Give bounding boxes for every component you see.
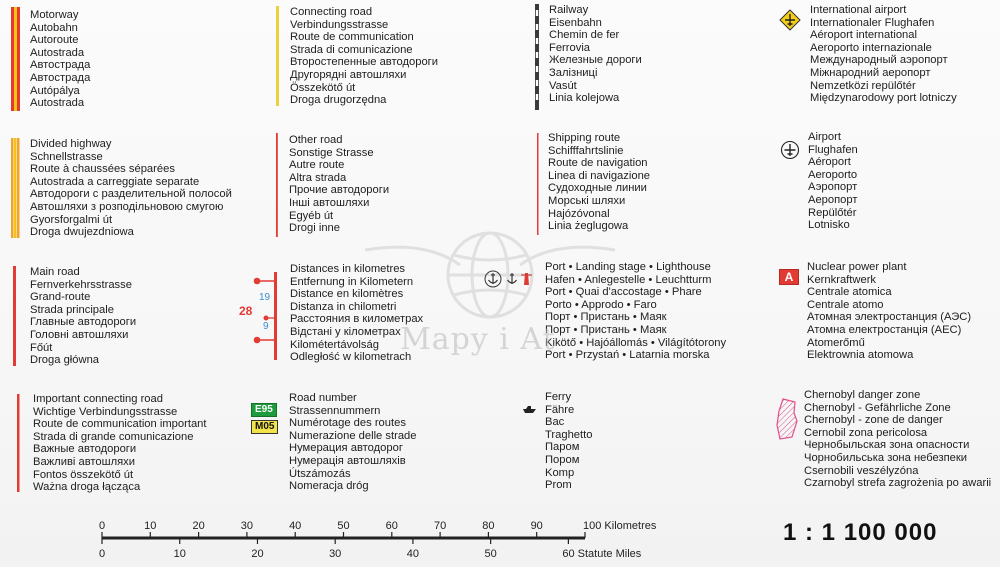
road-number-badge-e: E95 (251, 403, 277, 417)
legend-line: Порт • Пристань • Маяк (545, 311, 667, 324)
legend-line: Linia kolejowa (549, 92, 620, 105)
legend-line: Fähre (545, 403, 575, 416)
divided-highway-symbol (10, 138, 22, 238)
legend-line: Egyéb út (289, 209, 334, 222)
legend-line: Airport (808, 131, 841, 143)
mile-tick-label: 30 (329, 548, 342, 560)
legend-line: Centrale atomo (807, 298, 884, 311)
legend-line: Wichtige Verbindungsstrasse (33, 405, 178, 418)
legend-line: Elektrownia atomowa (807, 349, 914, 362)
legend-line: Автострада (30, 59, 91, 72)
airport-icon (780, 140, 800, 160)
legend-line: Паром (545, 441, 580, 454)
legend-line: Csernobili veszélyzóna (804, 464, 919, 477)
watermark-text: Mapy i At (400, 322, 556, 357)
km-unit-label: 100 Kilometres (583, 520, 657, 532)
legend-line: Sonstige Strasse (289, 146, 374, 159)
mile-tick-label: 50 (484, 548, 497, 560)
legend-line: Main road (30, 266, 80, 278)
legend-line: Bac (545, 416, 565, 429)
km-tick-label: 70 (433, 520, 447, 532)
legend-international-airport (810, 4, 957, 105)
legend-line: Linea di navigazione (548, 169, 651, 182)
legend-line: Droga dwujezdniowa (30, 226, 134, 239)
legend-line: Porto • Approdo • Faro (545, 298, 657, 311)
scale-ratio: 1 : 1 100 000 (783, 519, 938, 546)
distance-b-label: 9 (263, 321, 269, 332)
legend-line: Útszámozás (289, 467, 351, 480)
legend-line: Інші автошляхи (289, 196, 370, 209)
legend-line: Chemin de fer (549, 29, 620, 42)
legend-ferry (545, 391, 592, 492)
legend-line: Odległość w kilometrach (290, 351, 412, 364)
legend-line: Морські шляхи (548, 194, 626, 207)
legend-line: Főút (30, 341, 53, 354)
legend-line: Port • Przystań • Latarnia morska (545, 349, 710, 362)
legend-line: Kernkraftwerk (807, 273, 877, 286)
km-tick-label: 10 (144, 520, 157, 532)
legend-line: Lotnisko (808, 219, 850, 232)
scale-bar (90, 515, 670, 560)
legend-line: Нумерация автодорог (289, 442, 403, 455)
legend-line: Автострада (30, 71, 91, 84)
legend-line: Distanza in chilometri (290, 300, 397, 313)
legend-line: Другорядні автошляхи (290, 68, 407, 81)
legend-line: Droga drugorzędna (290, 94, 387, 107)
km-tick-label: 90 (530, 520, 543, 532)
legend-line: Important connecting road (33, 393, 163, 405)
legend-line: International airport (810, 4, 907, 16)
legend-line: Linia żeglugowa (548, 220, 629, 233)
legend-line: Атомна електростанція (АЕС) (807, 323, 962, 336)
main-road-symbol (12, 266, 18, 366)
legend-line: Chernobyl - Gefährliche Zone (804, 401, 951, 414)
legend-road-number (289, 392, 416, 493)
mile-unit-label: 60 Statute Miles (562, 548, 642, 560)
globe-watermark (365, 210, 615, 390)
legend-important-connecting-road (33, 393, 207, 494)
legend-line: Главные автодороги (30, 316, 137, 329)
legend-line: Nemzetközi repülőtér (810, 79, 916, 92)
legend-line: Судоходные линии (548, 182, 647, 195)
legend-line: Altra strada (289, 171, 347, 184)
ferry-icon (522, 405, 538, 415)
legend-line: Нумерація автошляхів (289, 454, 406, 467)
railway-symbol (534, 4, 542, 110)
legend-line: Route à chaussées séparées (30, 163, 175, 176)
legend-line: Autostrada (30, 46, 85, 59)
legend-line: Autobahn (30, 21, 78, 34)
legend-line: Автошляхи з розподільновою смугою (30, 200, 224, 213)
legend-line: Divided highway (30, 138, 112, 150)
legend-line: Chernobyl - zone de danger (804, 414, 943, 427)
legend-line: Road number (289, 392, 357, 404)
legend-line: Chernobyl danger zone (804, 389, 921, 401)
legend-line: Kikötő • Hajóállomás • Világítótorony (545, 336, 727, 349)
km-tick-label: 50 (337, 520, 350, 532)
motorway-symbol (10, 7, 22, 111)
chernobyl-zone-icon (775, 397, 799, 441)
legend-line: Összekötő út (290, 81, 356, 94)
distance-total-label: 28 (239, 304, 253, 318)
legend-line: Distances in kilometres (290, 263, 406, 275)
km-tick-label: 0 (98, 520, 106, 532)
legend-line: Strassennummern (289, 404, 381, 417)
legend-nuclear (807, 261, 971, 362)
legend-line: Connecting road (290, 6, 373, 18)
legend-line: Важливі автошляхи (33, 455, 136, 468)
legend-line: Hafen • Anlegestelle • Leuchtturm (545, 273, 712, 286)
legend-line: Autostrada (30, 97, 85, 110)
legend-line: Strada di grande comunicazione (33, 430, 194, 443)
legend-line: Flughafen (808, 143, 858, 156)
legend-line: Route de navigation (548, 157, 648, 170)
km-tick-label: 40 (289, 520, 302, 532)
legend-line: Verbindungsstrasse (290, 18, 389, 31)
legend-line: Komp (545, 466, 575, 479)
legend-line: Aéroport (808, 156, 851, 169)
nuclear-plant-icon: A (779, 269, 799, 285)
legend-line: Cernobil zona pericolosa (804, 426, 928, 439)
legend-line: Traghetto (545, 428, 593, 441)
legend-line: Головні автошляхи (30, 328, 129, 341)
legend-line: Aeroporto internazionale (810, 41, 932, 54)
legend-line: Важные автодороги (33, 443, 137, 456)
legend-line: Vasút (549, 79, 577, 92)
other-road-symbol (275, 133, 281, 237)
legend-line: Чорнобильська зона небезпеки (804, 451, 968, 464)
legend-line: Ważna droga łącząca (33, 481, 141, 494)
legend-line: Schnellstrasse (30, 150, 103, 163)
legend-line: Railway (549, 4, 589, 16)
distance-symbol (236, 272, 286, 362)
legend-line: Атомная электростанция (АЭС) (807, 311, 972, 324)
mile-tick-label: 10 (173, 548, 186, 560)
legend-line: Strada di comunicazione (290, 43, 413, 56)
distance-a-label: 19 (259, 292, 271, 303)
legend-chernobyl (804, 389, 991, 490)
legend-line: Nomeracja dróg (289, 480, 369, 493)
legend-line: Kilométertávolság (290, 338, 379, 351)
road-number-badge-m: M05 (251, 420, 278, 434)
legend-line: Motorway (30, 9, 79, 21)
legend-line: Hajózóvonal (548, 207, 610, 220)
legend-line: Autre route (289, 159, 345, 172)
legend-line: Прочие автодороги (289, 184, 390, 197)
mile-tick-label: 0 (98, 548, 106, 560)
legend-railway (549, 4, 642, 105)
legend-line: Other road (289, 134, 343, 146)
legend-line: Międzynarodowy port lotniczy (810, 92, 957, 105)
mile-tick-label: 40 (406, 548, 420, 560)
legend-line: Entfernung in Kilometern (290, 275, 414, 288)
legend-motorway (30, 9, 90, 110)
legend-line: Distance en kilomètres (290, 288, 404, 301)
legend-line: Internationaler Flughafen (810, 16, 935, 29)
legend-line: Port • Quai d'accostage • Phare (545, 286, 702, 299)
legend-line: Второстепенные автодороги (290, 56, 438, 69)
legend-line: Відстані у кілометрах (290, 325, 401, 338)
legend-line: Repülőtér (808, 206, 857, 219)
legend-line: Чернобыльская зона опасности (804, 439, 970, 452)
legend-line: Grand-route (30, 291, 91, 304)
legend-line: Железные дороги (549, 54, 642, 67)
legend-line: Centrale atomica (807, 286, 892, 299)
km-tick-label: 30 (240, 520, 254, 532)
legend-line: Aeroporto (808, 168, 858, 181)
legend-line: Aéroport international (810, 29, 917, 42)
km-tick-label: 80 (482, 520, 495, 532)
mile-tick-label: 20 (251, 548, 264, 560)
legend-line: Автодороги с разделительной полосой (30, 188, 232, 201)
international-airport-icon (779, 9, 801, 31)
legend-line: Numerazione delle strade (289, 429, 417, 442)
legend-line: Ferrovia (549, 41, 591, 54)
legend-connecting-road (290, 6, 438, 107)
legend-line: Drogi inne (289, 222, 340, 235)
legend-line: Расстояния в километрах (290, 313, 424, 326)
legend-line: Port • Landing stage • Lighthouse (545, 261, 711, 273)
legend-line: Autoroute (30, 34, 79, 47)
legend-line: Ferry (545, 391, 572, 403)
legend-line: Route de communication important (33, 418, 207, 431)
legend-line: Numérotage des routes (289, 417, 406, 430)
legend-line: Shipping route (548, 132, 621, 144)
km-tick-label: 60 (385, 520, 398, 532)
legend-line: Strada principale (30, 303, 114, 316)
legend-line: Международный аэропорт (810, 54, 948, 67)
important-road-symbol (16, 394, 22, 492)
legend-line: Atomerőmű (807, 336, 865, 349)
legend-line: Fontos összekötő út (33, 468, 134, 481)
legend-line: Пором (545, 453, 580, 466)
legend-line: Droga główna (30, 354, 100, 367)
legend-line: Міжнародний аеропорт (810, 66, 931, 79)
legend-line: Fernverkehrsstrasse (30, 278, 132, 291)
legend-line: Prom (545, 479, 572, 492)
legend-main-road (30, 266, 136, 367)
legend-line: Schifffahrtslinie (548, 144, 624, 157)
legend-line: Autostrada a carreggiate separate (30, 175, 200, 188)
legend-line: Czarnobyl strefa zagrożenia po awarii (804, 477, 992, 490)
legend-line: Autópálya (30, 84, 80, 97)
legend-line: Eisenbahn (549, 16, 602, 29)
legend-line: Nuclear power plant (807, 261, 907, 273)
connecting-road-symbol (275, 6, 281, 106)
legend-line: Порт • Пристань • Маяк (545, 323, 667, 336)
legend-line: Gyorsforgalmi út (30, 213, 113, 226)
km-tick-label: 20 (192, 520, 205, 532)
legend-line: Аэропорт (808, 181, 858, 194)
legend-airport (808, 131, 858, 232)
legend-line: Route de communication (290, 31, 414, 44)
legend-line: Залізниці (549, 66, 598, 79)
legend-divided-highway (30, 138, 232, 239)
legend-line: Аеропорт (808, 193, 858, 206)
